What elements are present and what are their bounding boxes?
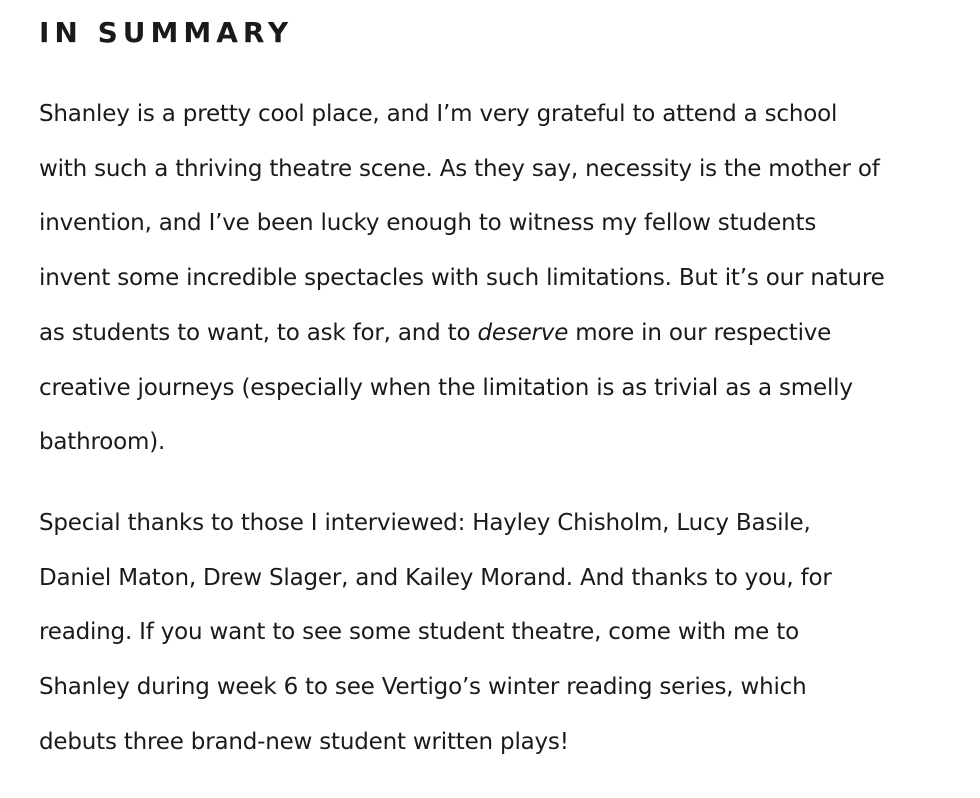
text-line: bathroom). [39,429,166,456]
text-line: debuts three brand-new student written plays! [39,728,569,755]
text-line: Special thanks to those I interviewed: Hayley Chisholm, Lucy Basile, [39,509,811,536]
text-line: Daniel Maton, Drew Slager, and Kailey Morand. And thanks to you, for [39,564,832,591]
text-segment: as students to want, to ask for, and to [39,319,478,346]
thanks-paragraph [39,496,959,770]
summary-paragraph [39,87,959,470]
text-line: Shanley is a pretty cool place, and I’m very grateful to attend a school [39,101,838,127]
text-line: creative journeys (especially when the limitation is as trivial as a smelly [39,374,853,401]
section-heading: IN SUMMARY [39,16,294,49]
text-line: invention, and I’ve been lucky enough to witness my fellow students [39,210,817,237]
text-line: reading. If you want to see some student theatre, come with me to [39,619,799,646]
emphasized-word: deserve [477,319,569,346]
article-section [39,14,959,769]
text-segment: more in our respective [568,319,832,346]
text-line: invent some incredible spectacles with such limitations. But it’s our nature [39,265,885,292]
text-line: Shanley during week 6 to see Vertigo’s winter reading series, which [39,674,807,701]
text-line-with-emphasis [39,306,959,361]
text-line: with such a thriving theatre scene. As they say, necessity is the mother of [39,155,880,182]
